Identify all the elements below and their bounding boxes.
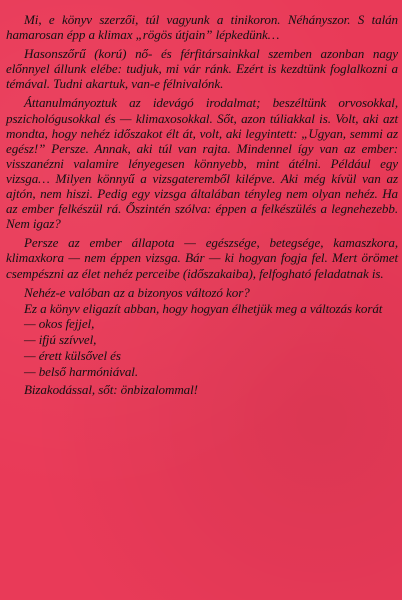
paragraph-research: Áttanulmányoztuk az idevágó irodalmat; beszéltünk orvosokkal, pszichológusokkal és — klimaxosokkal. Sőt, azon túliakkal is. Volt, aki azt mondta, hogy nehéz időszakot élt át, volt, aki legyintett: „Ugyan, semmi az egész!” Persze. Annak, aki túl van rajta. Mindennel így van az ember: visszanézni valamire lényegesen könnyebb, mint átélni. Például egy vizsga… Milyen könnyű a vizsgateremből kilépve. Aki még kívül van az ajtón, nem hiszi. Pedig egy vizsga általában tényleg nem olyan nehéz. Ha az ember felkészül rá. Őszintén szólva: éppen a felkészülés a legnehezebb. Nem igaz?: [6, 95, 398, 232]
closing-line: Bizakodással, sőt: önbizalommal!: [24, 382, 198, 398]
book-back-cover-text: [6, 12, 398, 596]
qualities-list: [6, 316, 398, 379]
list-item: — okos fejjel,: [24, 315, 95, 331]
paragraph-advantage: Hasonszőrű (korú) nő- és férfitársainkkal szemben azonban nagy előnnyel állunk elébe: tudjuk, mi vár ránk. Ezért is kezdtünk foglalkozni a témával. Tudni akartuk, van-e félnivalónk.: [6, 46, 398, 92]
paragraph-exam: Persze az ember állapota — egészsége, betegsége, kamaszkora, klimaxkora — nem éppen vizsga. Bár — ki hogyan fogja fel. Mert örömet csempészni az élet nehéz perceibe (időszakaiba), felfogható feladatnak is.: [6, 235, 398, 281]
paragraph-intro: Mi, e könyv szerzői, túl vagyunk a tinikoron. Néhányszor. S talán hamarosan épp a klimax „rögös útjain” lépkedünk…: [6, 12, 398, 43]
list-item: — ifjú szívvel,: [24, 331, 97, 347]
paragraph-question: Nehéz-e valóban az a bizonyos változó kor?: [24, 284, 250, 300]
list-item: — érett külsővel és: [24, 347, 121, 363]
paragraph-guide: Ez a könyv eligazít abban, hogy hogyan élhetjük meg a változás korát: [24, 300, 383, 316]
list-item: — belső harmóniával.: [24, 364, 139, 380]
